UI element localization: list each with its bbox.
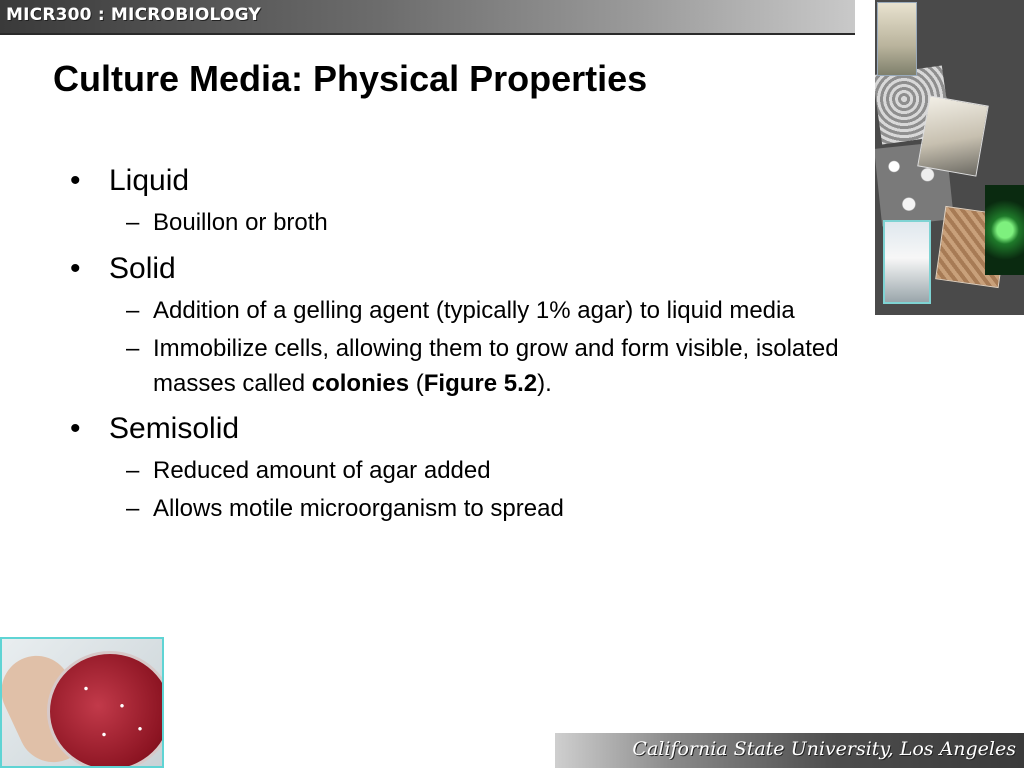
- sub-bullet: – Addition of a gelling agent (typically 1% agar) to liquid media: [126, 297, 795, 324]
- fluorescence-image: [985, 185, 1024, 275]
- lab-worker-photo: [877, 2, 917, 76]
- sub-bullet: – Immobilize cells, allowing them to grow and form visible, isolated masses called colonies (Figure 5.2).: [126, 335, 839, 397]
- lab-worker-photo-2: [883, 220, 931, 304]
- institution-name: California State University, Los Angeles: [632, 738, 1016, 760]
- figure-reference: Figure 5.2: [423, 370, 538, 397]
- bullet-liquid: • Liquid: [70, 160, 870, 202]
- course-label: MICR300 : MICROBIOLOGY: [6, 5, 261, 25]
- sub-bullet-text: Addition of a gelling agent (typically 1% agar) to liquid media: [153, 297, 795, 324]
- sub-bullet-text: (: [409, 370, 424, 397]
- sub-bullet-text: ).: [537, 370, 552, 397]
- sub-bullet-text: Allows motile microorganism to spread: [153, 495, 564, 522]
- agar-plate-image: [47, 651, 164, 768]
- sub-bullet: – Reduced amount of agar added: [126, 457, 491, 484]
- slide-title: Culture Media: Physical Properties: [53, 58, 648, 99]
- bullet-semisolid: • Semisolid: [70, 408, 870, 450]
- sub-bullet-text: Immobilize cells, allowing them to grow and form visible, isolated masses called: [153, 335, 839, 397]
- bullet-list: [70, 160, 870, 529]
- sub-bullet-text: Reduced amount of agar added: [153, 457, 491, 484]
- bullet-solid: • Solid: [70, 248, 870, 290]
- footer-bar: [555, 733, 1024, 768]
- scientist-photo: [917, 95, 989, 176]
- colonies-term: colonies: [311, 370, 410, 397]
- petri-dish-photo: [0, 637, 164, 768]
- sub-bullet-text: Bouillon or broth: [153, 209, 328, 236]
- sub-bullet: – Bouillon or broth: [126, 209, 328, 236]
- sub-bullet: – Allows motile microorganism to spread: [126, 495, 564, 522]
- header-bar: [0, 0, 855, 35]
- lab-photo-collage: [875, 0, 1024, 315]
